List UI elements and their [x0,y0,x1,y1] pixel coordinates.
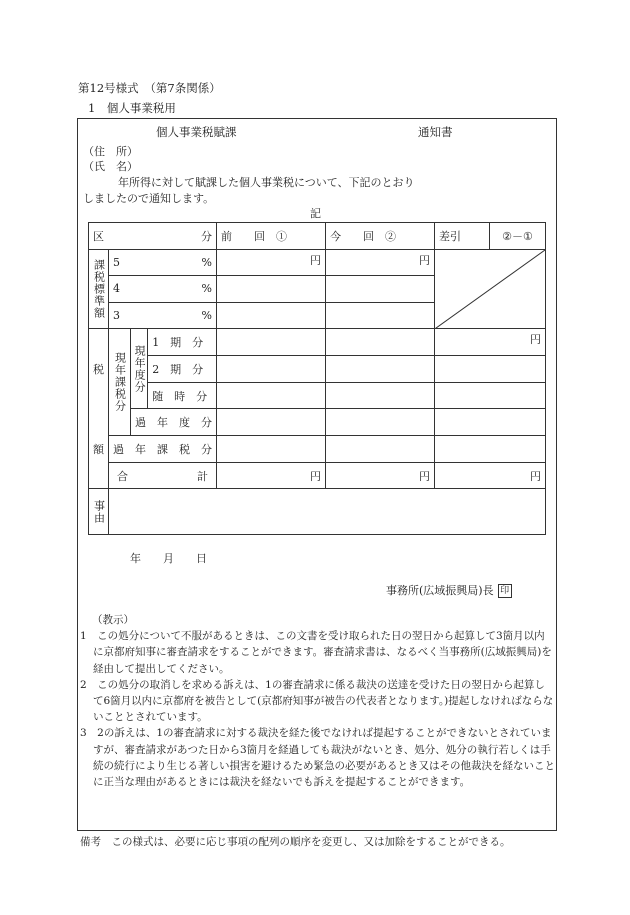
zuiji-prev-cell [217,382,326,409]
total-curr-cell: 円 [326,462,435,489]
kanen-prev-cell [217,436,326,463]
ki-label: 記 [310,207,321,220]
form-number: 第12号様式 （第7条関係） [78,81,221,95]
rate5-curr-cell: 円 [326,249,435,276]
instruction-item-2: 2 この処分の取消しを求める訴えは、1の審査請求に係る裁決の送達を受けた日の翌日から起算して6箇月以内に京都府を被告として(京都府知事が被告の代表者となります。)提起しなければならないこととされています。 [80,678,554,724]
form-type: 1 個人事業税用 [88,101,176,115]
seal-mark: 印 [498,584,512,598]
address-label: （住 所） [83,145,138,158]
zeigaku-label [89,329,109,489]
rate-row-4: 4 % [109,276,217,303]
diagonal-cell [435,249,546,329]
ki2-prev-cell [217,356,326,383]
zuiji-diff-cell [435,382,546,409]
kanen-diff-cell [435,436,546,463]
notice-body-line1: 年所得に対して賦課した個人事業税について、下記のとおり [118,176,415,189]
row-total: 合 計 [109,462,217,489]
kanendo-prev-cell [217,409,326,436]
rate-row-3: 3 % [109,302,217,329]
rate5-prev-cell: 円 [217,249,326,276]
header-kubun: 区 分 [89,223,217,250]
genen-do-label: 現年度分 [131,329,148,409]
rate4-curr-cell [326,276,435,303]
zei-char: 税 [93,363,104,377]
row-kanendo: 過 年 度 分 [131,409,217,436]
row-kanen-kazei: 過 年 課 税 分 [109,436,217,463]
kanen-curr-cell [326,436,435,463]
rate3-curr-cell [326,302,435,329]
jiyu-cell [109,489,546,535]
row-ki1: 1 期 分 [148,329,217,356]
notice-title: 通知書 [418,125,453,139]
kanendo-curr-cell [326,409,435,436]
gaku-char: 額 [93,442,104,456]
ki2-curr-cell [326,356,435,383]
genen-kazei-label: 現年課税分 [109,329,131,436]
office-title: 事務所(広域振興局)長 [386,584,494,597]
total-diff-cell: 円 [435,462,546,489]
instructions-heading: （教示） [92,614,134,626]
instructions [80,612,555,790]
rate3-prev-cell [217,302,326,329]
row-ki2: 2 期 分 [148,356,217,383]
header-curr: 今 回 ② [326,223,435,250]
header-diff: ②－① [490,223,546,250]
ki2-diff-cell [435,356,546,383]
ki1-diff-cell: 円 [435,329,546,356]
header-sabiki: 差引 [435,223,490,250]
date-line: 年 月 日 [130,552,207,565]
total-prev-cell: 円 [217,462,326,489]
office-line [386,584,512,598]
instruction-item-3: 3 2の訴えは、1の審査請求に対する裁決を経た後でなければ提起することができないとされていますが、審査請求があつた日から3箇月を経過しても裁決がないとき、処分、処分の執行若しくは手続の続行により生じる著しい損害を避けるため緊急の必要があるとき又はその他裁決を経ないことに正当な理由があるときには裁決を経ないでも訴えを提起することができます。 [80,727,555,789]
ki1-prev-cell [217,329,326,356]
diagonal-line [435,250,545,329]
name-label: （氏 名） [83,160,138,173]
notice-department: 個人事業税賦課 [156,125,237,139]
header-prev: 前 回 ① [217,223,326,250]
rate4-prev-cell [217,276,326,303]
row-zuiji: 随 時 分 [148,382,217,409]
instruction-item-1: 1 この処分について不服があるときは、この文書を受け取られた日の翌日から起算して3箇月以内に京都府知事に審査請求をすることができます。審査請求書は、なるべく当事務所(広域振興局)を経由して提出してください。 [80,630,552,675]
kazei-hyojun-label: 課税標準額 [89,249,109,329]
kanendo-diff-cell [435,409,546,436]
notice-body-line2: しましたので通知します。 [83,192,215,205]
zuiji-curr-cell [326,382,435,409]
jiyu-label: 事由 [89,489,109,535]
remark: 備考 この様式は、必要に応じ事項の配列の順序を変更し、又は加除をすることができる。 [80,836,511,848]
ki1-curr-cell [326,329,435,356]
rate-row-5: 5 % [109,249,217,276]
tax-table [88,222,546,535]
